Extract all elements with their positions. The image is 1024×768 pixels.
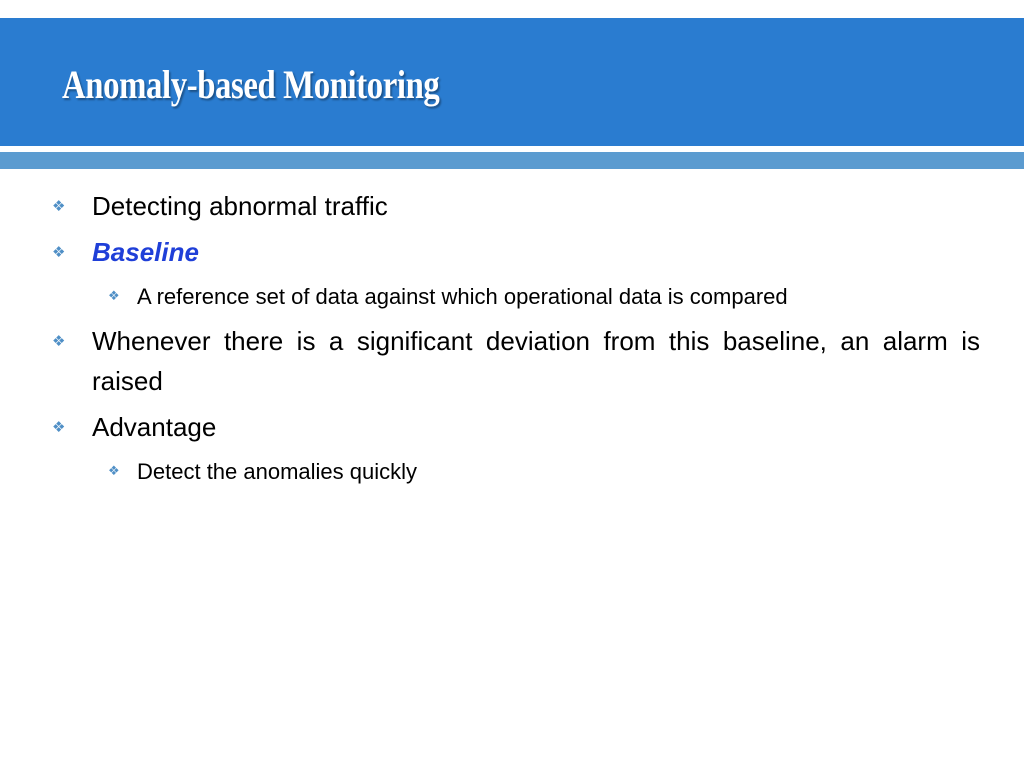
sub-bullet-item [52, 453, 980, 490]
slide-title: Anomaly-based Monitoring [62, 62, 440, 107]
bullet-item [52, 321, 980, 401]
bullet-item [52, 232, 980, 272]
title-bar [0, 18, 1024, 146]
bullet-item [52, 186, 980, 226]
sub-bullet-text: Detect the anomalies quickly [137, 459, 418, 484]
bullet-text: Detecting abnormal traffic [92, 191, 388, 221]
slide-body [52, 186, 980, 496]
sub-bullet-item [52, 278, 980, 315]
bullet-text: Whenever there is a significant deviation from this baseline, an alarm is raised [92, 326, 980, 396]
bullet-text-emphasized: Baseline [92, 237, 199, 267]
sub-bullet-text: A reference set of data against which operational data is compared [137, 284, 788, 309]
diamond-bullet-icon: ❖ [52, 243, 66, 261]
diamond-bullet-icon: ❖ [108, 289, 120, 304]
bullet-item [52, 407, 980, 447]
diamond-bullet-icon: ❖ [52, 418, 66, 436]
diamond-bullet-icon: ❖ [108, 464, 120, 479]
accent-stripe [0, 152, 1024, 169]
bullet-text: Advantage [92, 412, 217, 442]
diamond-bullet-icon: ❖ [52, 332, 66, 350]
diamond-bullet-icon: ❖ [52, 197, 66, 215]
